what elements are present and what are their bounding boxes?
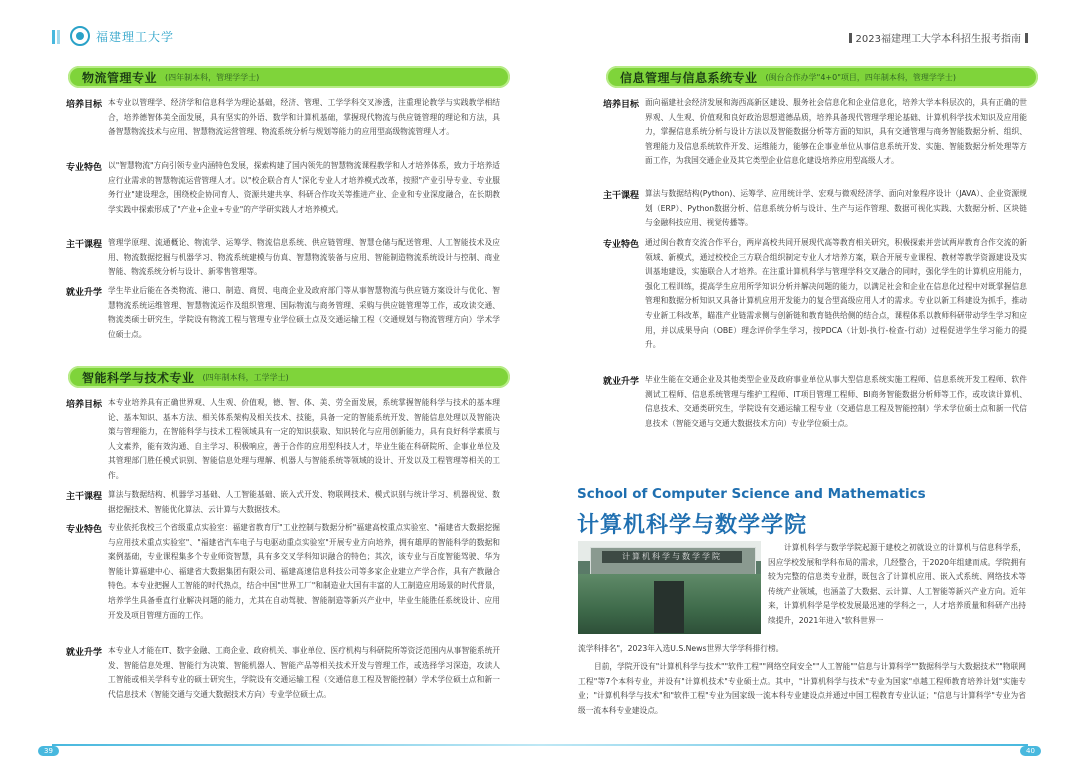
row-text: 毕业生能在交通企业及其他类型企业及政府事业单位从事大型信息系统实施工程师、信息系统开发工程师、软件测试工程师、信息系统管理与维护工程师、IT项目管理工程师、BI商务智能数据分析师等工作，或攻读计算机、信息技术、交通类研究生，学院设有交通运输工程专业（交通信息工程及智能控制）学术学位硕士点和新一代信息技术（智能交通与交通大数据技术方向）专业学位硕士点。 xyxy=(645,375,1027,428)
logistics-goal xyxy=(66,96,500,140)
row-text: 学生毕业后能在各类物流、港口、制造、商贸、电商企业及政府部门等从事智慧物流与供应链方案设计与优化、智慧物流系统运维管理、智慧物流运作及组织管理、国际物流与商务管理、采购与供应链管理等工作，或攻读交通、物流类硕士研究生，学院设有物流工程与管理专业学位硕士点及交通运输工程（交通规划与物流管理方向）学术学位硕士点。 xyxy=(108,286,500,339)
row-text: 通过闽台教育交流合作平台，两岸高校共同开展现代高等教育相关研究，积极探索并尝试两岸教育合作交流的新领域、新模式，通过校校企三方联合组织制定专业人才培养方案，联合开展专业课程、教材等教学资源建设及实训基地建设，实施联合人才培养。在注重计算机科学与管理学科交叉融合的同时，强化学生的计算机应用能力，强化工程训练，提高学生应用所学知识分析并解决问题的能力，以满足社会和企业在信息化过程中对既掌握信息管理和数据分析知识又具备计算机应用开发能力的复合型高级应用人才的需求。专业以新工科建设为抓手，推动专业新工科改革，瞄准产业链需求侧与创新链和教育链供给侧的结合点，课程体系以教师科研带动学生学习和应用，并以成果导向（OBE）理念评价学生学习，按PDCA（计划-执行-检查-行动）过程促进学生学习能力的提升。 xyxy=(645,238,1027,350)
footer-bar xyxy=(538,744,1028,746)
logo-text: 福建理工大学 xyxy=(96,29,175,44)
row-text: 本专业以管理学、经济学和信息科学为理论基础，经济、管理、工学学科交叉渗透，注重理论教学与实践教学相结合，培养德智体美全面发展，具有坚实的外语、数学和计算机基础，掌握现代物流与供应链管理的理论和方法，具备智慧物流技术与应用、智慧物流运营管理、物流系统分析与规划等能力的应用型高级物流管理人才。 xyxy=(108,98,500,137)
ai-subtitle: (四年制本科，工学学士) xyxy=(202,372,289,382)
university-logo xyxy=(70,26,174,46)
row-label: 就业升学 xyxy=(66,288,103,298)
header-bar-right xyxy=(1025,33,1028,43)
infomgmt-courses xyxy=(603,187,1027,231)
row-label: 主干课程 xyxy=(66,240,103,250)
row-label: 专业特色 xyxy=(603,240,640,250)
logistics-title: 物流管理专业 xyxy=(82,70,158,85)
ai-title: 智能科学与技术专业 xyxy=(82,370,195,385)
infomgmt-subtitle: (闽台合作办学"4+0"项目，四年制本科，管理学学士) xyxy=(765,72,956,82)
guide-header xyxy=(849,30,1028,45)
page-number: 40 xyxy=(1020,746,1041,756)
header-decoration xyxy=(52,30,62,44)
ai-banner xyxy=(68,366,510,388)
row-label: 专业特色 xyxy=(66,525,103,535)
row-label: 就业升学 xyxy=(66,648,103,658)
row-text: 面向福建社会经济发展和海西高新区建设、服务社会信息化和企业信息化，培养大学本科层次的，具有正确的世界观、人生观、价值观和良好政治思想道德品质，培养具备现代管理学理论基础、计算机科学技术知识及应用能力，掌握信息系统分析与设计方法以及智能数据分析等方面的知识，具有交通管理与商务智能数据分析、组织、管理能力及信息系统软件开发、运维能力，能够在企事业单位从事信息系统开发、实施、智能数据分析处理等方面工作，为我国交通企业及其它类型企业信息化建设培养应用型高级人才。 xyxy=(645,98,1027,166)
college-cn-title: 计算机科学与数学学院 xyxy=(577,512,808,538)
infomgmt-title: 信息管理与信息系统专业 xyxy=(620,70,758,85)
college-en-title: School of Computer Science and Mathematics xyxy=(577,486,926,502)
logistics-courses xyxy=(66,236,500,280)
emblem-icon xyxy=(70,26,90,46)
row-label: 培养目标 xyxy=(66,400,103,410)
logistics-career xyxy=(66,284,500,342)
college-intro-wrap: 计算机科学与数学学院起源于建校之初就设立的计算机与信息科学系，因应学校发展和学科布局的需求，几经整合，于2020年组建而成。学院拥有较为完整的信息类专业群，既包含了计算机应用、嵌入式系统、网络技术等传统产业领域，也涵盖了大数据、云计算、人工智能等新兴产业方向。近年来，计算机科学是学校发展最迅速的学科之一，人才培养质量和科研产出持续提升，2021年进入"软科世界一 xyxy=(768,543,1026,625)
college-building-photo xyxy=(578,541,761,634)
row-text: 管理学原理、流通概论、物流学、运筹学、物流信息系统、供应链管理、智慧仓储与配送管理、人工智能技术及应用、物流数据挖掘与机器学习、物流系统建模与仿真、智慧物流装备与应用、智能制造物流系统设计与控制、商业智能、物流系统分析与设计、新零售管理等。 xyxy=(108,238,500,277)
logistics-feature xyxy=(66,159,500,217)
row-text: 算法与数据结构、机器学习基础、人工智能基础、嵌入式开发、物联网技术、模式识别与统计学习、机器视觉、数据挖掘技术、智能优化算法、云计算与大数据技术。 xyxy=(108,490,500,514)
logistics-subtitle: (四年制本科，管理学学士) xyxy=(165,72,260,82)
guide-title: 2023福建理工大学本科招生报考指南 xyxy=(855,34,1021,45)
header-bar-left xyxy=(849,33,852,43)
row-text: 算法与数据结构(Python)、运筹学、应用统计学、宏观与微观经济学、面向对象程序设计（JAVA）、企业资源规划（ERP）、Python数据分析、信息系统分析与设计、生产与运作管理、数据可视化实践、大数据分析、区块链与金融科技应用、视觉传播等。 xyxy=(645,189,1027,228)
ai-feature xyxy=(66,521,500,623)
row-text: 本专业培养具有正确世界观、人生观、价值观，德、智、体、美、劳全面发展，系统掌握智能科学与技术的基本理论、基本知识、基本方法、相关体系架构及相关技术、技能，具备一定的智能系统开发、智能信息处理以及智能决策与管理能力，在智能科学与技术工程领域具有一定的知识获取、知识转化与应用创新能力，具有良好科学素质与人文素养，能有效沟通、自主学习、积极响应，善于合作的应用型科技人才，毕业生能在科研院所、企事业单位及其管理部门胜任模式识别、智能信息处理与理解、机器人与智能系统等领域的设计、开发以及工程管理等相关的工作。 xyxy=(108,398,500,480)
building-sign: 计算机科学与数学学院 xyxy=(602,551,742,563)
college-intro-full: 流学科排名"，2023年入选U.S.News世界大学学科排行榜。 xyxy=(578,644,784,653)
row-label: 主干课程 xyxy=(66,492,103,502)
logistics-banner xyxy=(68,66,510,88)
ai-career xyxy=(66,644,500,702)
infomgmt-banner xyxy=(606,66,1038,88)
row-label: 专业特色 xyxy=(66,163,103,173)
ai-goal xyxy=(66,396,500,484)
row-text: 以"智慧物流"方向引领专业内涵特色发展，探索构建了国内领先的智慧物流课程教学和人才培养体系，致力于培养适应行业需求的智慧物流运营管理人才。以"校企联合育人"深化专业人才培养模式改革，按照"产业引导专业、专业服务行业"建设理念，围绕校企协同育人、资源共建共享、科研合作攻关等推进产业、企业和专业深度融合，在长期教学实践中探索形成了"产业+企业+专业"的产学研实践人才培养模式。 xyxy=(108,161,500,214)
row-label: 主干课程 xyxy=(603,191,640,201)
row-text: 专业依托我校三个省级重点实验室：福建省教育厅"工业控制与数据分析"福建高校重点实验室、"福建省大数据挖掘与应用技术重点实验室"、"福建省汽车电子与电驱动重点实验室"开展专业方向培养，拥有雄厚的智能科学的数据和案例基础，专业课程集多个专业师资智慧，具有多交叉学科知识融合的特色；其次，该专业与百度智能驾驶、华为智能计算福建中心、福建省大数据集团有限公司、福建高速信息科技公司等多家企业建立产学合作，具有产教融合特色。本专业把握人工智能的时代热点，结合中国"世界工厂"和制造业大国有丰富的人工制造应用场景的时代背景，培养学生具备垂直行业解决问题的能力，尤其在自动驾驶、智能制造等新兴产业中，毕业生能胜任系统设计、应用开发及项目管理方面的工作。 xyxy=(108,523,500,620)
infomgmt-goal xyxy=(603,96,1027,169)
infomgmt-feature xyxy=(603,236,1027,353)
ai-courses xyxy=(66,488,500,517)
infomgmt-career xyxy=(603,373,1027,431)
row-text: 本专业人才能在IT、数字金融、工商企业、政府机关、事业单位、医疗机构与科研院所等资泛范围内从事智能系统开发、智能信息处理、智能行为决策、智能机器人、智能产品等相关技术开发与管理工作，或选择学习深造，攻读人工智能或相关学科专业的硕士研究生，学院设有交通运输工程（交通信息工程及智能控制）学术学位硕士点和新一代信息技术（智能交通与交通大数据技术方向）专业学位硕士点。 xyxy=(108,646,500,699)
row-label: 培养目标 xyxy=(603,100,640,110)
row-label: 就业升学 xyxy=(603,377,640,387)
college-intro-p2: 目前，学院开设有"计算机科学与技术""软件工程""网络空间安全""人工智能""信息与计算科学""数据科学与大数据技术""物联网工程"等7个本科专业，并设有"计算机技术"专业硕士点。其中，"计算机科学与技术"专业为国家"卓越工程师教育培养计划"实施专业；"计算机科学与技术"和"软件工程"专业为国家级一流本科专业建设点并通过中国工程教育专业认证；"信息与计算科学"专业为省级一流本科专业建设点。 xyxy=(578,662,1026,715)
page-number: 39 xyxy=(38,746,59,756)
row-label: 培养目标 xyxy=(66,100,103,110)
footer-bar xyxy=(52,744,542,746)
